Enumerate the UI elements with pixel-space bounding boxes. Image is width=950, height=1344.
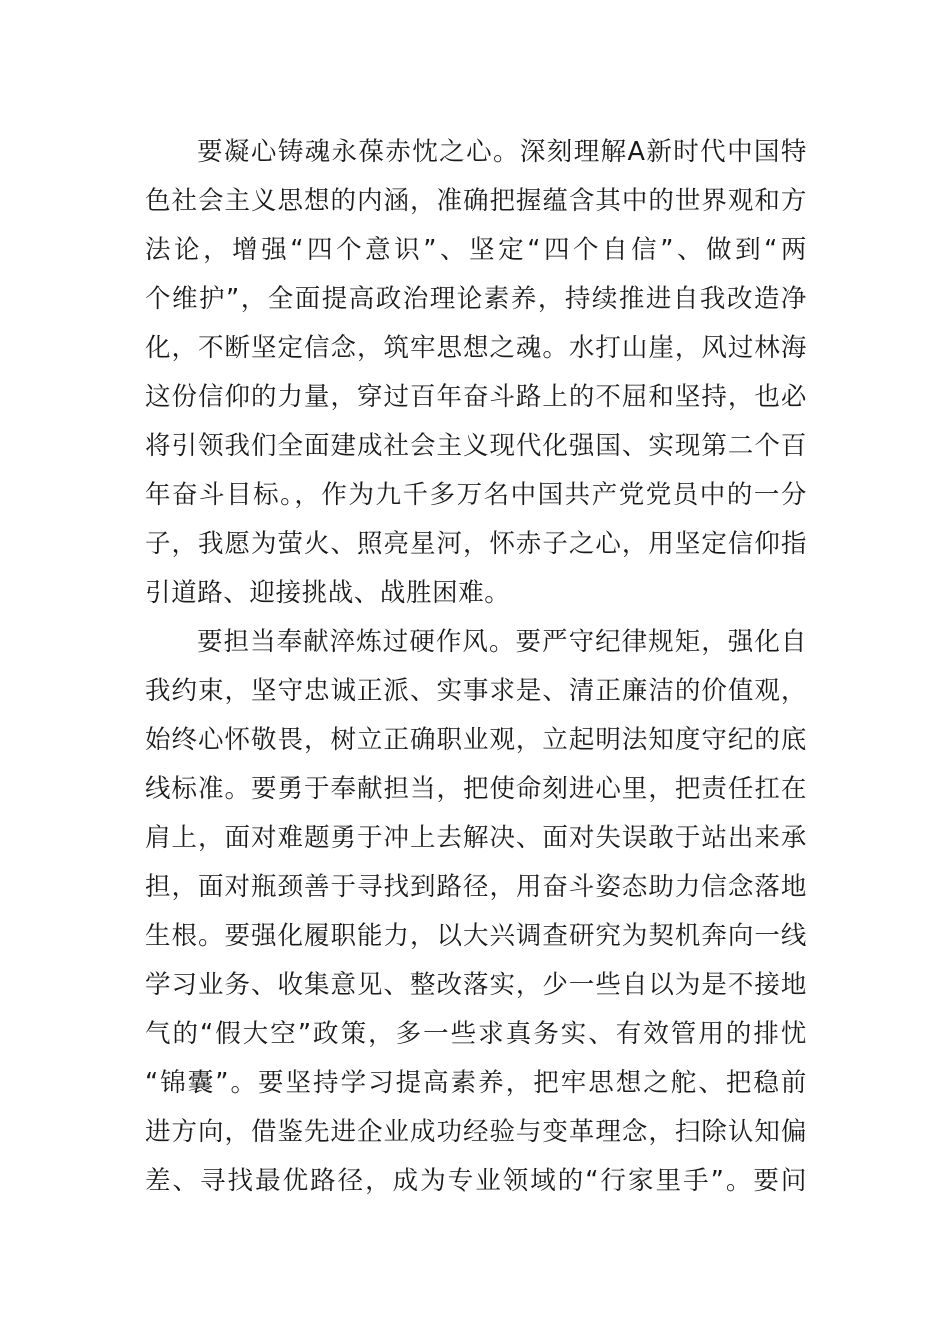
text-line: 子，我愿为萤火、照亮星河，怀赤子之心，用坚定信仰指: [145, 529, 807, 559]
text-line: 进方向，借鉴先进企业成功经验与变革理念，扫除认知偏: [145, 1117, 807, 1147]
text-line: 始终心怀敬畏，树立正确职业观，立起明法知度守纪的底: [145, 725, 807, 755]
text-line: 法论，增强“四个意识”、坚定“四个自信”、做到“两: [145, 235, 807, 265]
text-line: 学习业务、收集意见、整改落实，少一些自以为是不接地: [145, 970, 807, 1000]
text-line: 色社会主义思想的内涵，准确把握蕴含其中的世界观和方: [145, 186, 807, 216]
paragraph-1: [145, 128, 807, 618]
paragraph-2: [145, 618, 807, 1206]
text-line: 担，面对瓶颈善于寻找到路径，用奋斗姿态助力信念落地: [145, 872, 807, 902]
text-line: 肩上，面对难题勇于冲上去解决、面对失误敢于站出来承: [145, 823, 807, 853]
text-line: 年奋斗目标。，作为九千多万名中国共产党党员中的一分: [145, 480, 807, 510]
text-line: “锦囊”。要坚持学习提高素养，把牢思想之舵、把稳前: [145, 1068, 807, 1098]
text-line: 生根。要强化履职能力，以大兴调查研究为契机奔向一线: [145, 921, 807, 951]
text-line: 气的“假大空”政策，多一些求真务实、有效管用的排忧: [145, 1019, 807, 1049]
text-line: 差、寻找最优路径，成为专业领域的“行家里手”。要问: [145, 1166, 807, 1196]
text-line: 个维护”，全面提高政治理论素养，持续推进自我改造净: [145, 284, 807, 314]
text-line: 我约束，坚守忠诚正派、实事求是、清正廉洁的价值观，: [145, 676, 807, 706]
text-line: 这份信仰的力量，穿过百年奋斗路上的不屈和坚持，也必: [145, 382, 807, 412]
text-line: 线标准。要勇于奉献担当，把使命刻进心里，把责任扛在: [145, 774, 807, 804]
document-body: [145, 128, 807, 1206]
text-line: 将引领我们全面建成社会主义现代化强国、实现第二个百: [145, 431, 807, 461]
text-line: 要凝心铸魂永葆赤忱之心。深刻理解A新时代中国特: [197, 137, 807, 167]
text-line: 引道路、迎接挑战、战胜困难。: [145, 578, 511, 608]
text-line: 要担当奉献淬炼过硬作风。要严守纪律规矩，强化自: [197, 627, 807, 657]
text-line: 化，不断坚定信念，筑牢思想之魂。水打山崖，风过林海: [145, 333, 807, 363]
